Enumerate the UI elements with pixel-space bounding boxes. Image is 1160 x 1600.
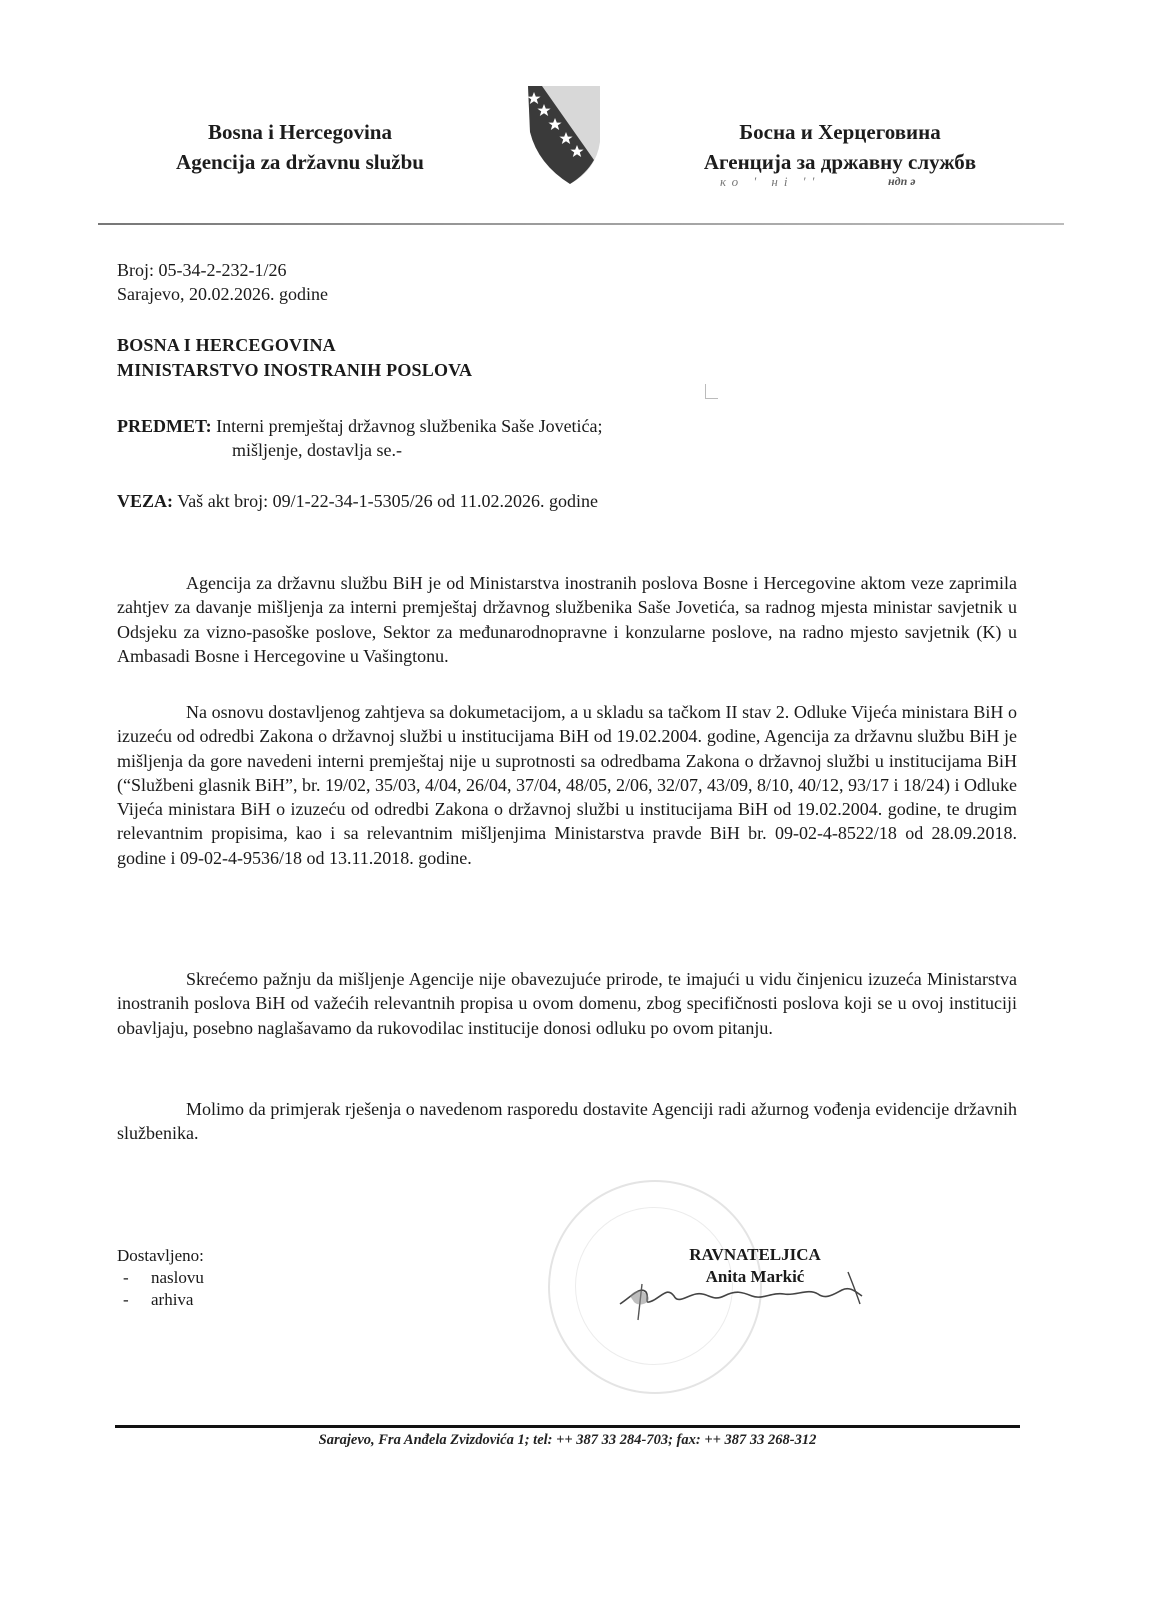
recipient-block xyxy=(117,333,472,383)
body-paragraph: Agencija za državnu službu BiH je od Ministarstva inostranih poslova Bosne i Hercegovine aktom veze zaprimila zahtjev za davanje mišljenja za interni premještaj državnog službenika Saše Jovetića, sa radnog mjesta ministar savjetnik u Odsjeku za vizno-pasoške poslove, Sektor za međunarodnopravne i konzularne poslove, na radno mjesto savjetnik (K) u Ambasadi Bosne i Hercegovine u Vašingtonu. xyxy=(117,573,1017,666)
delivered-item-text: arhiva xyxy=(151,1290,194,1309)
handwritten-mark: ндn ə xyxy=(888,174,916,188)
bullet-dash: - xyxy=(123,1268,129,1287)
subject-block xyxy=(117,414,837,462)
header-right-country: Босна и Херцеговина xyxy=(739,120,941,144)
body-paragraph: Skrećemo pažnju da mišljenje Agencije nije obavezujuće prirode, te imajući u vidu činjenicu izuzeća Ministarstva inostranih poslova BiH od važećih relevantnih propisa u ovom domenu, zbog specifičnosti poslova koji se u ovoj instituciji obavljaju, posebno naglašavamo da rukovodilac institucije donosi odluku po ovom pitanju. xyxy=(117,969,1017,1038)
delivered-item xyxy=(117,1289,204,1311)
signatory-name: Anita Markić xyxy=(705,1267,805,1286)
header-left-agency: Agencija za državnu službu xyxy=(176,150,424,174)
subject-line2: mišljenje, dostavlja se.- xyxy=(232,440,402,460)
delivered-list xyxy=(117,1267,204,1311)
recipient-ministry: MINISTARSTVO INOSTRANIH POSLOVA xyxy=(117,360,473,380)
header-right xyxy=(660,117,1020,177)
subject-line1: Interni premještaj državnog službenika Saše Jovetića; xyxy=(211,416,603,436)
delivered-item-text: naslovu xyxy=(151,1268,204,1287)
handwritten-signature-icon xyxy=(612,1266,942,1326)
bullet-dash: - xyxy=(123,1290,129,1309)
delivered-label: Dostavljeno: xyxy=(117,1246,204,1265)
document-place-date: Sarajevo, 20.02.2026. godine xyxy=(117,284,328,304)
signatory-title: RAVNATELJICA xyxy=(689,1245,821,1264)
delivered-item xyxy=(117,1267,204,1289)
reference-text: Vaš akt broj: 09/1-22-34-1-5305/26 od 11.02.2026. godine xyxy=(173,491,598,511)
scan-artifact xyxy=(705,384,718,399)
header-left xyxy=(150,117,450,177)
recipient-country: BOSNA I HERCEGOVINA xyxy=(117,335,336,355)
reference-block xyxy=(117,489,598,513)
handwritten-mark: ко ' ні '' xyxy=(720,174,821,189)
reference-label: VEZA: xyxy=(117,491,174,511)
header-left-country: Bosna i Hercegovina xyxy=(208,120,392,144)
header-right-agency: Агенција за државну службв xyxy=(703,150,977,174)
body-paragraph: Na osnovu dostavljenog zahtjeva sa dokumetacijom, a u skladu sa tačkom II stav 2. Odluke Vijeća ministara BiH o izuzeću od odredbi Zakona o državnoj službi u institucijama BiH od 19.02.2004. godine, Agencija za državnu službu BiH je mišljenja da gore navedeni interni premještaj nije u suprotnosti sa odredbama Zakona o državnoj službi u institucijama BiH (“Službeni glasnik BiH”, br. 19/02, 35/03, 4/04, 26/04, 37/04, 48/05, 2/06, 32/07, 43/09, 8/10, 40/12, 93/17 i 18/24) i Odluke Vijeća ministara BiH o izuzeću od odredbi Zakona o državnoj službi u institucijama BiH od 19.02.2004. godine, te drugim relevantnim propisima, kao i sa relevantnim mišljenjima Ministarstva pravde BiH br. 09-02-4-8522/18 od 28.09.2018. godine i 09-02-4-9536/18 od 13.11.2018. godine. xyxy=(117,702,1017,868)
document-meta xyxy=(117,258,328,306)
document-number: Broj: 05-34-2-232-1/26 xyxy=(117,260,287,280)
bih-coat-of-arms-icon xyxy=(524,82,604,186)
footer-divider xyxy=(115,1425,1020,1428)
body-paragraph: Molimo da primjerak rješenja o navedenom rasporedu dostavite Agenciji radi ažurnog vođenja evidencije državnih službenika. xyxy=(117,1099,1017,1144)
delivered-block xyxy=(117,1245,204,1311)
footer-address: Sarajevo, Fra Anđela Zvizdovića 1; tel: ++ 387 33 284-703; fax: ++ 387 33 268-312 xyxy=(318,1432,817,1448)
subject-label: PREDMET: xyxy=(117,416,212,436)
header-divider xyxy=(98,223,1064,225)
